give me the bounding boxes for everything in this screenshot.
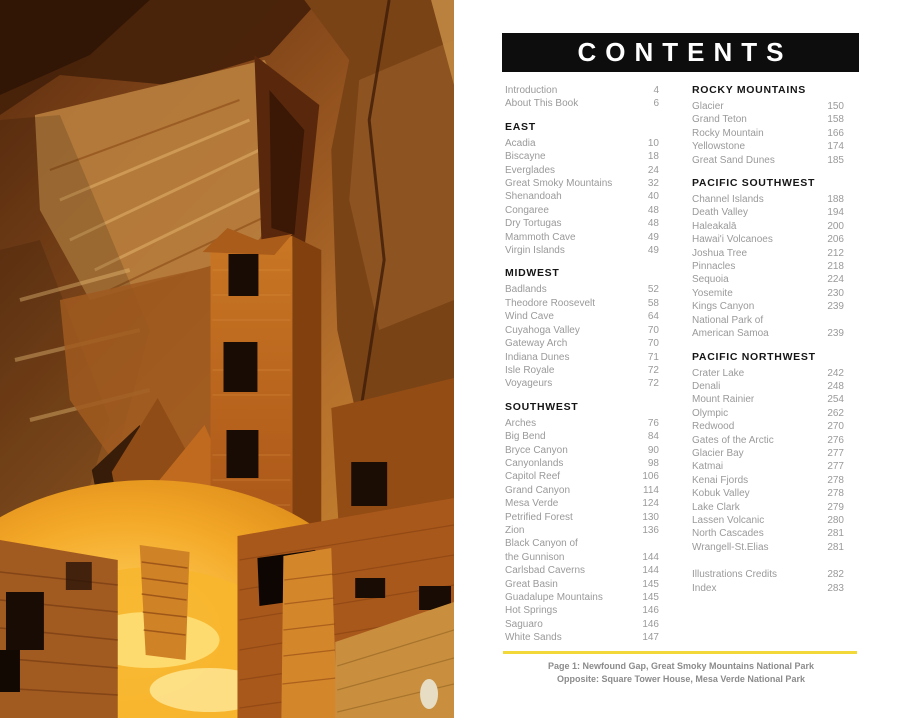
toc-column-left: [505, 84, 659, 645]
park-name: Arches: [505, 417, 537, 429]
park-name: Channel Islands: [692, 194, 764, 206]
park-name: Mount Rainier: [692, 394, 755, 406]
page-number: 277: [827, 447, 844, 459]
park-name: Glacier: [692, 101, 724, 112]
park-name: Wrangell-St.Elias: [692, 541, 769, 553]
toc-entry: [505, 578, 659, 591]
section-pacific-northwest: [692, 351, 844, 555]
park-name: Dry Tortugas: [505, 218, 562, 230]
park-name: Denali: [692, 380, 721, 392]
toc-entry: [692, 140, 844, 153]
page-number: 174: [827, 141, 844, 153]
park-name: Glacier Bay: [692, 447, 744, 459]
toc-entry: [505, 283, 659, 296]
park-name: Great Smoky Mountains: [505, 178, 613, 190]
park-name: Grand Teton: [692, 114, 747, 126]
page-number: 76: [647, 417, 659, 429]
ruin-doorway: [6, 592, 44, 650]
toc-entry: [505, 604, 659, 617]
page-number: 239: [827, 301, 844, 313]
yellow-divider-rule: [503, 651, 857, 654]
park-name: Pinnacles: [692, 261, 736, 273]
photo-captions: [495, 660, 867, 686]
page-number: 224: [827, 274, 844, 286]
park-name: Katmai: [692, 461, 724, 473]
toc-entry: [505, 297, 659, 310]
park-name: Voyageurs: [505, 378, 553, 390]
ruin-window: [351, 462, 387, 506]
section-rocky-mountains: [692, 84, 844, 167]
toc-entry: [692, 113, 844, 126]
toc-entry: [505, 444, 659, 457]
toc-entry: [505, 190, 659, 203]
toc-entry: [505, 351, 659, 364]
tower-window: [224, 342, 258, 392]
page-title: CONTENTS: [577, 37, 793, 67]
page-number: 188: [827, 194, 844, 206]
page-number: 136: [642, 524, 659, 536]
page-number: 6: [653, 98, 659, 110]
toc-entry: [692, 514, 844, 527]
page-number: 124: [642, 498, 659, 510]
park-name: Kings Canyon: [692, 301, 755, 313]
park-name: Haleakalā: [692, 220, 737, 232]
page-number: 185: [827, 154, 844, 166]
page-number: 145: [642, 592, 659, 603]
toc-entry: [692, 220, 844, 233]
park-name: Mesa Verde: [505, 498, 559, 510]
park-name: Zion: [505, 524, 525, 536]
toc-entry: [692, 582, 844, 595]
page-number: 130: [642, 511, 659, 523]
tower-window: [228, 254, 258, 296]
park-name: Joshua Tree: [692, 247, 748, 259]
page-number: 270: [827, 421, 844, 433]
toc-entry: [692, 393, 844, 406]
park-name: Shenandoah: [505, 191, 562, 203]
toc-entry: [505, 97, 659, 110]
section-east: [505, 121, 659, 258]
toc-entry: [692, 367, 844, 380]
page-number: 248: [827, 380, 844, 392]
toc-entry: [505, 364, 659, 377]
park-name: Olympic: [692, 407, 729, 419]
park-name: Death Valley: [692, 207, 748, 219]
section-title: ROCKY MOUNTAINS: [692, 84, 806, 96]
park-name: Gates of the Arctic: [692, 434, 774, 446]
page-number: 147: [642, 632, 659, 644]
park-name: Canyonlands: [505, 457, 564, 469]
toc-entry: [505, 457, 659, 470]
page-number: 242: [827, 367, 844, 379]
page-number: 70: [647, 338, 659, 350]
park-name: Everglades: [505, 164, 556, 176]
tower-window: [227, 430, 259, 478]
park-name: Cuyahoga Valley: [505, 324, 580, 336]
toc-entry: [692, 260, 844, 273]
toc-entry: [505, 310, 659, 323]
page-number: 262: [827, 407, 844, 419]
back-matter: [692, 568, 844, 595]
park-name: Black Canyon of the Gunnison: [505, 538, 578, 563]
section-title: SOUTHWEST: [505, 400, 579, 413]
page-number: 98: [647, 457, 659, 469]
toc-entry: [692, 154, 844, 167]
toc-entry: [692, 568, 844, 581]
entry-label: About This Book: [505, 98, 579, 110]
page-number: 90: [647, 444, 659, 456]
page-number: 72: [647, 364, 659, 376]
page-number: 218: [827, 261, 844, 273]
park-name: Wind Cave: [505, 311, 554, 323]
toc-entry: [505, 231, 659, 244]
page-number: 158: [827, 114, 844, 126]
page-number: 145: [642, 578, 659, 590]
park-name: Redwood: [692, 421, 735, 433]
park-name: Great Basin: [505, 578, 558, 590]
toc-entry: [505, 524, 659, 537]
page-number: 4: [653, 85, 659, 96]
toc-entry: [692, 487, 844, 500]
page-number: 206: [827, 234, 844, 246]
park-name: Carlsbad Caverns: [505, 565, 586, 577]
caption-opposite: Opposite: Square Tower House, Mesa Verde National Park: [557, 674, 805, 684]
toc-entry: [505, 497, 659, 510]
park-name: Mammoth Cave: [505, 231, 576, 243]
park-name: Great Sand Dunes: [692, 154, 775, 166]
park-name: Bryce Canyon: [505, 444, 568, 456]
ruin-doorway: [0, 650, 20, 692]
page-number: 52: [647, 284, 659, 296]
park-name: Kobuk Valley: [692, 488, 750, 500]
park-name: Biscayne: [505, 151, 546, 163]
page-number: 281: [827, 541, 844, 553]
toc-entry: [692, 501, 844, 514]
toc-entry: [692, 273, 844, 286]
toc-entry: [692, 380, 844, 393]
toc-entry: [692, 460, 844, 473]
page-number: 278: [827, 488, 844, 500]
toc-entry: [505, 150, 659, 163]
park-name: Gateway Arch: [505, 338, 568, 350]
toc-entry: [692, 314, 844, 341]
page-number: 71: [647, 351, 659, 363]
toc-entry: [505, 84, 659, 97]
toc-entry: [692, 100, 844, 113]
page-number: 279: [827, 501, 844, 513]
toc-entry: [505, 511, 659, 524]
page-number: 276: [827, 434, 844, 446]
toc-entry: [505, 244, 659, 257]
park-name: National Park of American Samoa: [692, 314, 769, 340]
page-number: 230: [827, 287, 844, 299]
section-title: MIDWEST: [505, 267, 560, 280]
section-title: PACIFIC NORTHWEST: [692, 350, 816, 363]
toc-entry: [692, 287, 844, 300]
toc-entry: [692, 407, 844, 420]
park-name: White Sands: [505, 632, 562, 644]
toc-entry: [505, 417, 659, 430]
toc-entry: [505, 631, 659, 644]
page-number: 144: [642, 551, 659, 563]
park-name: Lassen Volcanic: [692, 514, 765, 526]
toc-entry: [692, 527, 844, 540]
page-number: 70: [647, 324, 659, 336]
toc-entry: [505, 324, 659, 337]
park-name: Hot Springs: [505, 605, 558, 617]
park-name: Big Bend: [505, 431, 546, 443]
park-name: North Cascades: [692, 528, 764, 540]
park-name: Guadalupe Mountains: [505, 592, 603, 603]
park-name: Sequoia: [692, 274, 729, 286]
section-title: PACIFIC SOUTHWEST: [692, 177, 816, 190]
page-number: 49: [647, 231, 659, 243]
section-southwest: [505, 401, 659, 645]
park-name: Kenai Fjords: [692, 474, 749, 486]
page-number: 212: [827, 247, 844, 259]
park-name: Saguaro: [505, 618, 543, 630]
page-number: 200: [827, 220, 844, 232]
park-name: Capitol Reef: [505, 471, 561, 483]
toc-entry: [505, 337, 659, 350]
page-number: 24: [647, 164, 659, 176]
page-number: 72: [647, 378, 659, 390]
toc-entry: [505, 591, 659, 604]
page-number: 40: [647, 191, 659, 203]
page-number: 283: [827, 582, 844, 594]
toc-entry: [692, 247, 844, 260]
toc-column-right: [692, 84, 844, 595]
page-number: 239: [827, 328, 844, 340]
page-number: 254: [827, 394, 844, 406]
toc-entry: [692, 300, 844, 313]
pottery-jar: [420, 679, 438, 709]
front-matter: [505, 84, 659, 111]
park-name: Yellowstone: [692, 141, 746, 153]
entry-label: Introduction: [505, 85, 558, 96]
park-name: Grand Canyon: [505, 484, 571, 496]
park-name: Lake Clark: [692, 501, 740, 513]
contents-title-bar: [502, 33, 859, 72]
park-name: Rocky Mountain: [692, 127, 764, 139]
page-number: 84: [647, 431, 659, 443]
page-number: 146: [642, 618, 659, 630]
page-number: 150: [827, 101, 844, 112]
page-number: 48: [647, 218, 659, 230]
park-name: Virgin Islands: [505, 245, 565, 257]
page-number: 277: [827, 461, 844, 473]
park-name: Isle Royale: [505, 364, 555, 376]
toc-entry: [692, 233, 844, 246]
toc-entry: [692, 541, 844, 554]
page-number: 281: [827, 528, 844, 540]
page-number: 49: [647, 245, 659, 257]
park-name: Petrified Forest: [505, 511, 573, 523]
toc-entry: [692, 420, 844, 433]
section-pacific-southwest: [692, 177, 844, 340]
page-number: 280: [827, 514, 844, 526]
page-number: 166: [827, 127, 844, 139]
toc-entry: [692, 127, 844, 140]
section-title: EAST: [505, 120, 536, 133]
page-number: 18: [647, 151, 659, 163]
section-midwest: [505, 267, 659, 390]
toc-entry: [692, 206, 844, 219]
toc-entry: [505, 137, 659, 150]
toc-entry: [505, 177, 659, 190]
toc-entry: [505, 164, 659, 177]
park-name: Congaree: [505, 204, 549, 216]
ruin-window: [355, 578, 385, 598]
toc-entry: [505, 470, 659, 483]
entry-label: Illustrations Credits: [692, 569, 778, 581]
toc-entry: [692, 474, 844, 487]
toc-entry: [505, 537, 659, 564]
toc-entry: [505, 204, 659, 217]
park-name: Badlands: [505, 284, 547, 296]
toc-entry: [505, 377, 659, 390]
toc-entry: [692, 434, 844, 447]
toc-entry: [692, 447, 844, 460]
page-number: 144: [642, 565, 659, 577]
toc-entry: [692, 193, 844, 206]
page-number: 58: [647, 297, 659, 309]
park-name: Yosemite: [692, 287, 733, 299]
page-number: 64: [647, 311, 659, 323]
park-name: Hawai'i Volcanoes: [692, 234, 773, 246]
page-number: 10: [647, 137, 659, 149]
park-name: Theodore Roosevelt: [505, 297, 596, 309]
park-name: Indiana Dunes: [505, 351, 570, 363]
caption-page1: Page 1: Newfound Gap, Great Smoky Mountains National Park: [547, 661, 815, 671]
page-number: 282: [827, 569, 844, 581]
entry-label: Index: [692, 582, 717, 594]
toc-entry: [505, 484, 659, 497]
toc-entry: [505, 618, 659, 631]
toc-entry: [505, 564, 659, 577]
park-name: Crater Lake: [692, 367, 745, 379]
page-number: 48: [647, 204, 659, 216]
park-name: Acadia: [505, 137, 536, 149]
page-number: 278: [827, 474, 844, 486]
toc-entry: [505, 430, 659, 443]
toc-entry: [505, 217, 659, 230]
page-number: 32: [647, 178, 659, 190]
page-number: 106: [642, 471, 659, 483]
page-number: 114: [643, 484, 659, 496]
page-number: 146: [642, 605, 659, 617]
page-number: 194: [827, 207, 844, 219]
